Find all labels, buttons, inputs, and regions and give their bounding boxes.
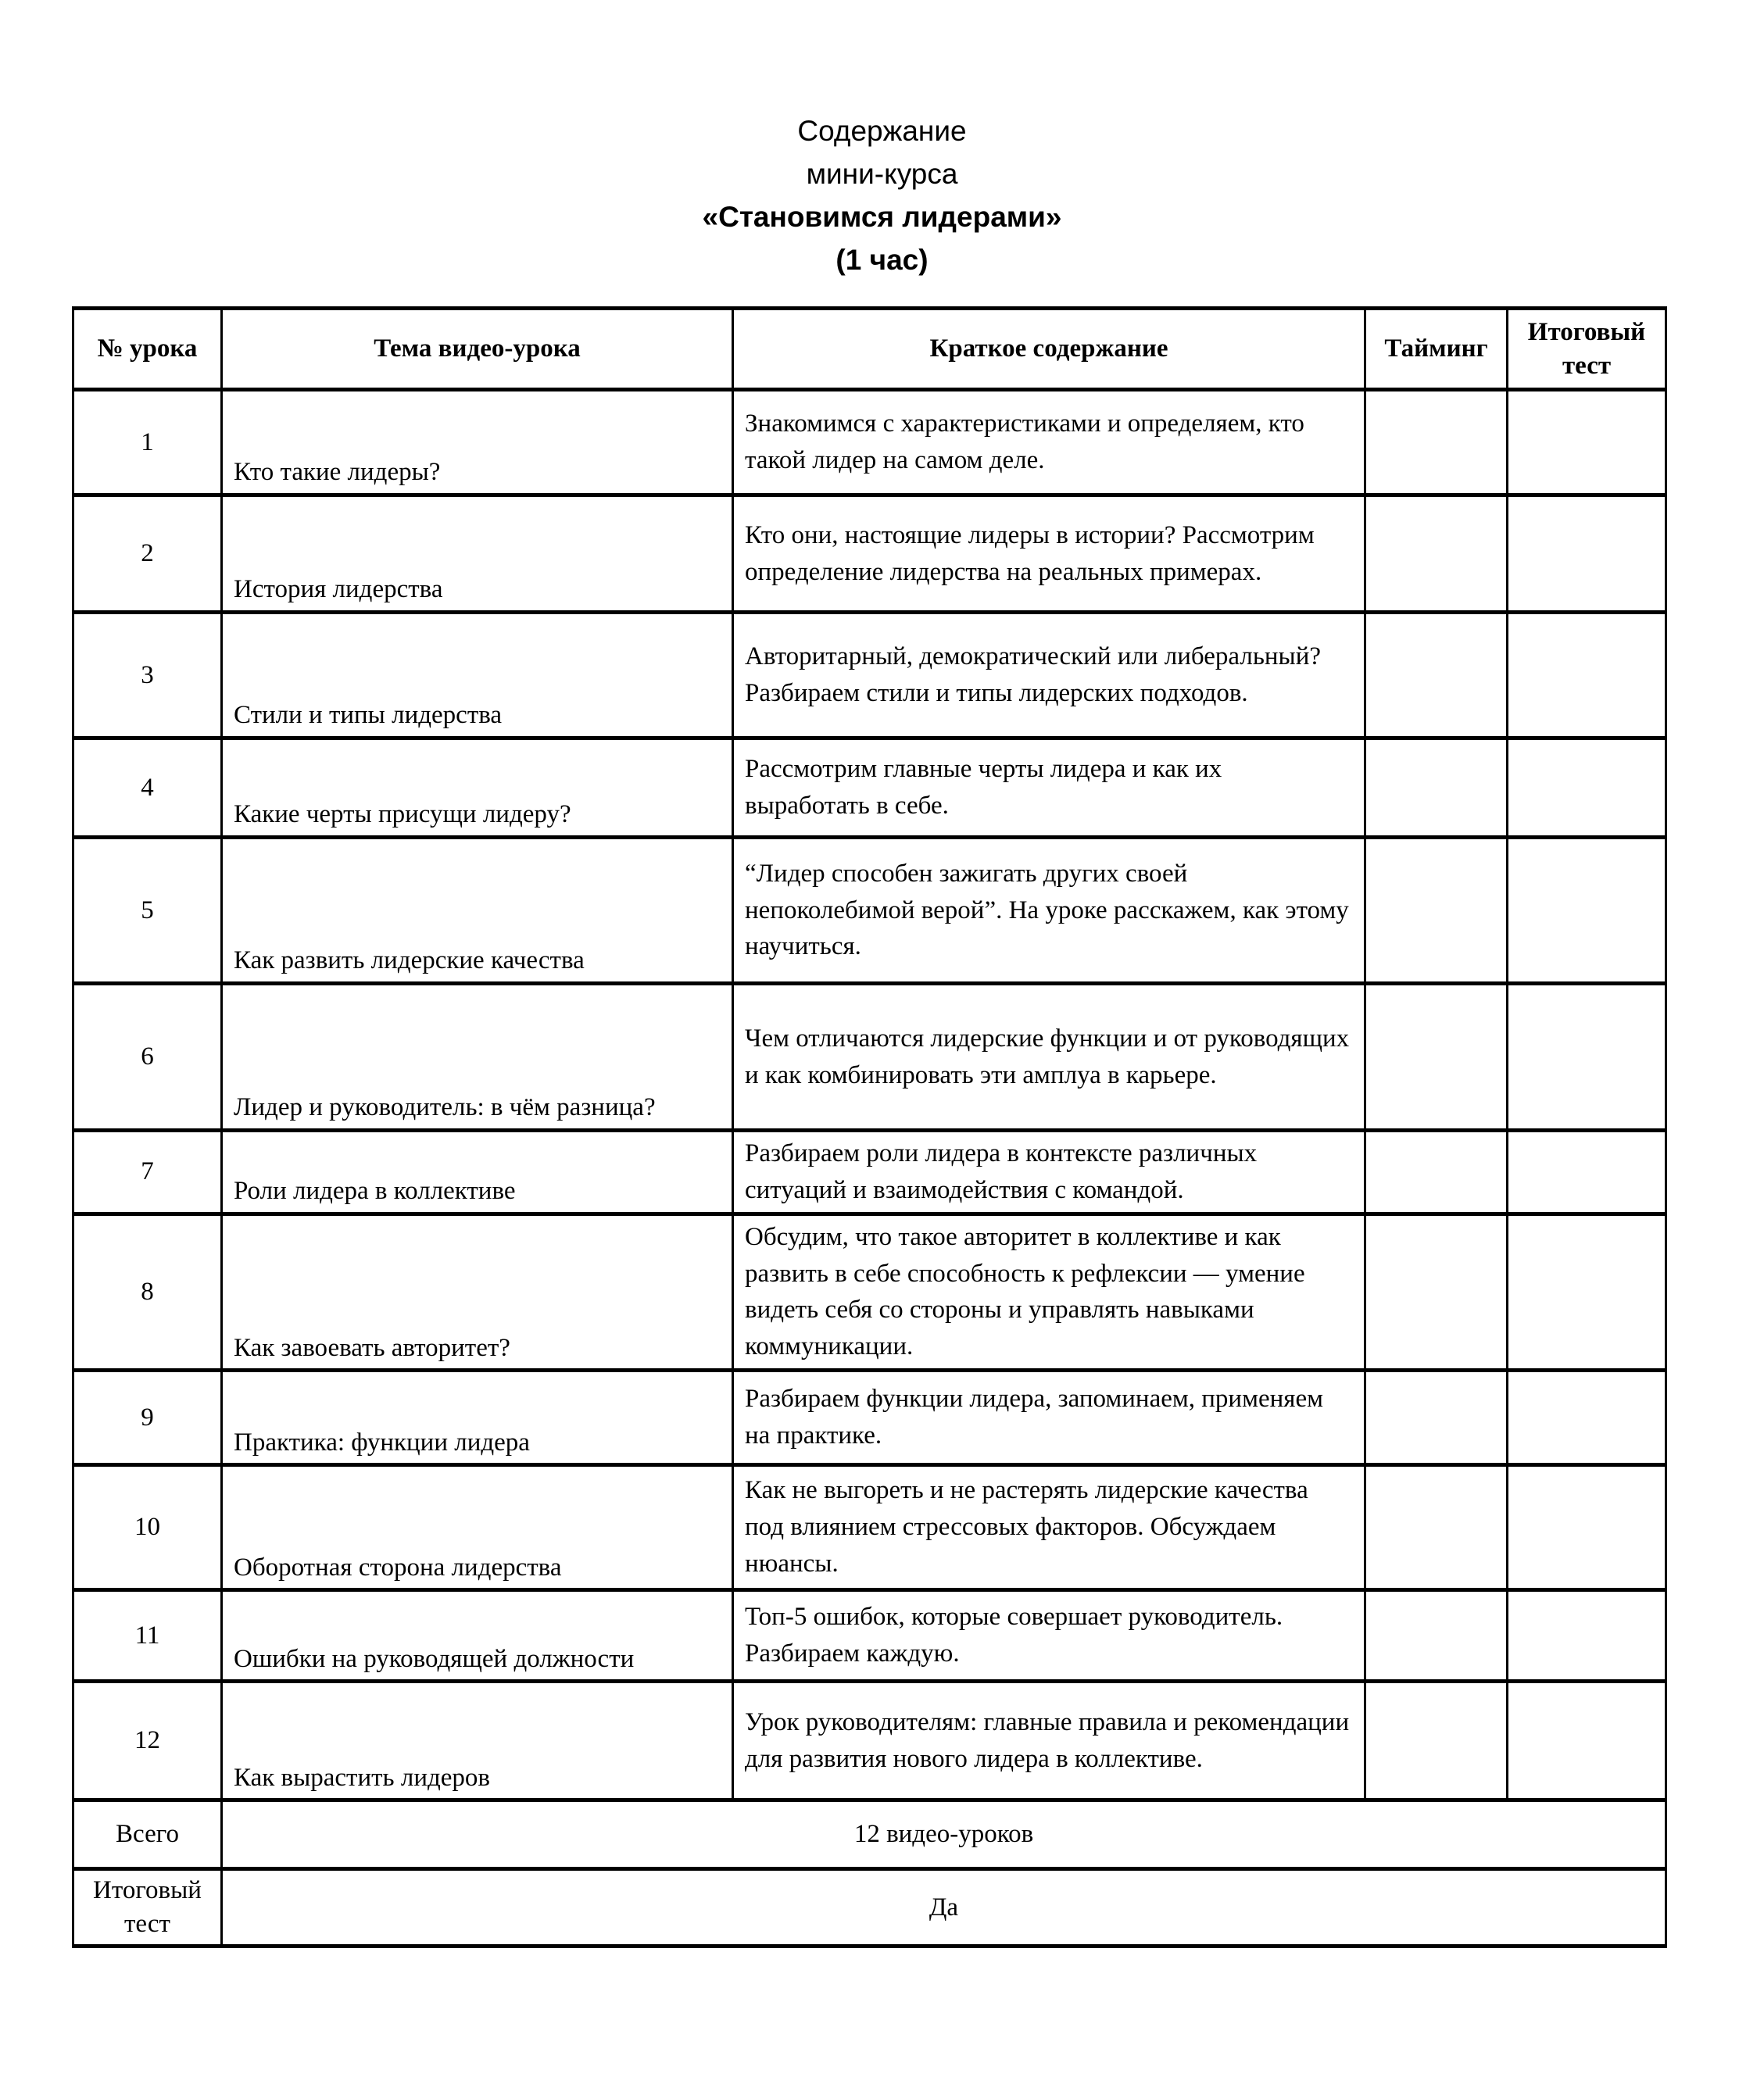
- lesson-summary: Авторитарный, демократический или либеральный? Разбираем стили и типы лидерских подходов.: [733, 613, 1365, 738]
- lesson-theme: Как вырастить лидеров: [222, 1682, 733, 1800]
- lesson-summary: Как не выгореть и не растерять лидерские качества под влиянием стрессовых факторов. Обсуждаем нюансы.: [733, 1465, 1365, 1590]
- document-heading: [0, 0, 1764, 281]
- table-row: [73, 838, 1666, 984]
- lesson-final-test-cell: [1508, 984, 1666, 1131]
- lesson-timing-cell: [1365, 1371, 1508, 1465]
- heading-line-2: мини-курса: [806, 158, 958, 190]
- lesson-theme: Как завоевать авторитет?: [222, 1214, 733, 1370]
- lesson-number: 10: [73, 1465, 222, 1590]
- table-row: [73, 1590, 1666, 1682]
- lesson-final-test-cell: [1508, 1465, 1666, 1590]
- lesson-final-test-cell: [1508, 1682, 1666, 1800]
- table-row: [73, 984, 1666, 1131]
- course-duration: (1 час): [835, 244, 929, 276]
- lesson-number: 6: [73, 984, 222, 1131]
- lesson-summary: Рассмотрим главные черты лидера и как их выработать в себе.: [733, 738, 1365, 838]
- lesson-theme: Лидер и руководитель: в чём разница?: [222, 984, 733, 1131]
- lesson-theme: Кто такие лидеры?: [222, 390, 733, 495]
- lesson-number: 9: [73, 1371, 222, 1465]
- lesson-theme: Стили и типы лидерства: [222, 613, 733, 738]
- course-contents-table: [72, 306, 1667, 1948]
- lesson-theme: История лидерства: [222, 495, 733, 613]
- final-test-value: Да: [222, 1869, 1666, 1947]
- lesson-summary: Топ-5 ошибок, которые совершает руководитель. Разбираем каждую.: [733, 1590, 1365, 1682]
- lesson-timing-cell: [1365, 984, 1508, 1131]
- lesson-number: 8: [73, 1214, 222, 1370]
- table-row-total: [73, 1800, 1666, 1869]
- lesson-number: 11: [73, 1590, 222, 1682]
- table-row: [73, 613, 1666, 738]
- lesson-final-test-cell: [1508, 838, 1666, 984]
- table-header-row: [73, 309, 1666, 390]
- lesson-number: 7: [73, 1131, 222, 1214]
- header-lesson-number: № урока: [73, 309, 222, 390]
- total-value: 12 видео-уроков: [222, 1800, 1666, 1869]
- header-timing: Тайминг: [1365, 309, 1508, 390]
- lesson-final-test-cell: [1508, 1590, 1666, 1682]
- lesson-final-test-cell: [1508, 613, 1666, 738]
- header-theme: Тема видео-урока: [222, 309, 733, 390]
- header-final-test: Итоговый тест: [1508, 309, 1666, 390]
- table-row: [73, 1371, 1666, 1465]
- lesson-timing-cell: [1365, 738, 1508, 838]
- lesson-timing-cell: [1365, 1590, 1508, 1682]
- table-row: [73, 1131, 1666, 1214]
- lesson-theme: Роли лидера в коллективе: [222, 1131, 733, 1214]
- lesson-number: 12: [73, 1682, 222, 1800]
- lesson-timing-cell: [1365, 613, 1508, 738]
- table-row: [73, 495, 1666, 613]
- lesson-timing-cell: [1365, 1131, 1508, 1214]
- lesson-summary: Разбираем функции лидера, запоминаем, применяем на практике.: [733, 1371, 1365, 1465]
- lesson-theme: Ошибки на руководящей должности: [222, 1590, 733, 1682]
- total-label: Всего: [73, 1800, 222, 1869]
- lesson-final-test-cell: [1508, 495, 1666, 613]
- lesson-summary: Урок руководителям: главные правила и рекомендации для развития нового лидера в коллективе.: [733, 1682, 1365, 1800]
- lesson-theme: Какие черты присущи лидеру?: [222, 738, 733, 838]
- lesson-final-test-cell: [1508, 390, 1666, 495]
- header-summary: Краткое содержание: [733, 309, 1365, 390]
- lesson-number: 1: [73, 390, 222, 495]
- lesson-summary: Разбираем роли лидера в контексте различных ситуаций и взаимодействия с командой.: [733, 1131, 1365, 1214]
- lesson-summary: Знакомимся с характеристиками и определяем, кто такой лидер на самом деле.: [733, 390, 1365, 495]
- lesson-number: 5: [73, 838, 222, 984]
- lesson-theme: Практика: функции лидера: [222, 1371, 733, 1465]
- lesson-summary: “Лидер способен зажигать других своей непоколебимой верой”. На уроке расскажем, как этому научиться.: [733, 838, 1365, 984]
- heading-line-1: Содержание: [797, 115, 967, 147]
- table-row: [73, 1682, 1666, 1800]
- lesson-summary: Кто они, настоящие лидеры в истории? Рассмотрим определение лидерства на реальных примерах.: [733, 495, 1365, 613]
- lesson-timing-cell: [1365, 495, 1508, 613]
- table-row: [73, 1465, 1666, 1590]
- table-row: [73, 738, 1666, 838]
- lesson-summary: Чем отличаются лидерские функции и от руководящих и как комбинировать эти амплуа в карьере.: [733, 984, 1365, 1131]
- lesson-final-test-cell: [1508, 738, 1666, 838]
- lesson-theme: Как развить лидерские качества: [222, 838, 733, 984]
- lesson-number: 2: [73, 495, 222, 613]
- lesson-timing-cell: [1365, 1682, 1508, 1800]
- table-row: [73, 390, 1666, 495]
- lesson-final-test-cell: [1508, 1131, 1666, 1214]
- table-row: [73, 1214, 1666, 1370]
- table-row-final-test: [73, 1869, 1666, 1947]
- lesson-timing-cell: [1365, 1214, 1508, 1370]
- lesson-theme: Оборотная сторона лидерства: [222, 1465, 733, 1590]
- final-test-label: Итоговый тест: [73, 1869, 222, 1947]
- lesson-number: 3: [73, 613, 222, 738]
- lesson-summary: Обсудим, что такое авторитет в коллективе и как развить в себе способность к рефлексии — умение видеть себя со стороны и управлять навыками коммуникации.: [733, 1214, 1365, 1370]
- lesson-timing-cell: [1365, 838, 1508, 984]
- lesson-final-test-cell: [1508, 1214, 1666, 1370]
- lesson-final-test-cell: [1508, 1371, 1666, 1465]
- lesson-number: 4: [73, 738, 222, 838]
- lesson-timing-cell: [1365, 1465, 1508, 1590]
- lesson-timing-cell: [1365, 390, 1508, 495]
- course-title: «Становимся лидерами»: [702, 201, 1062, 233]
